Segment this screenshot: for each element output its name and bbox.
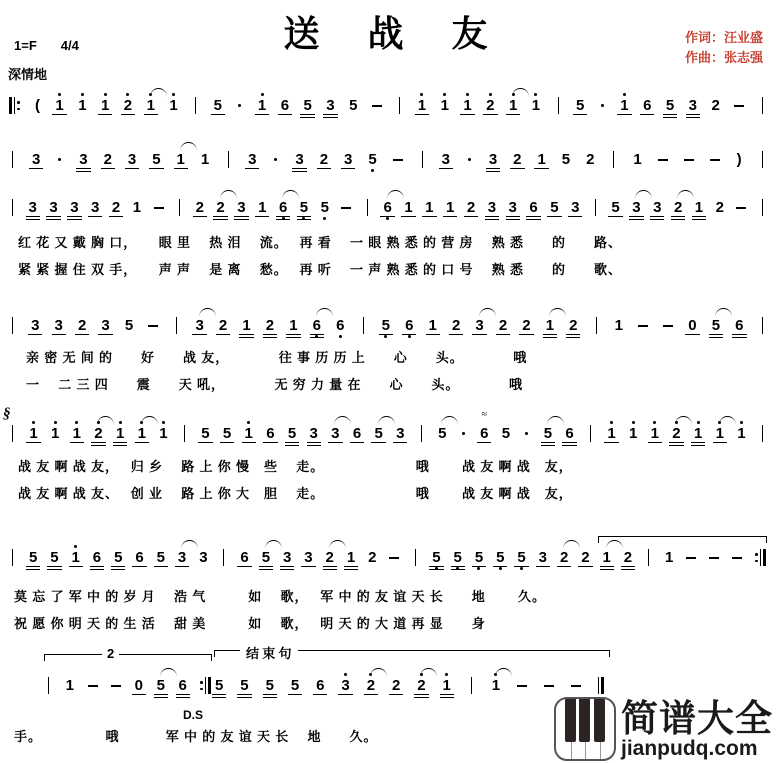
note-token: 3 (487, 199, 497, 216)
note-token: 3 (304, 549, 313, 566)
note-token: 5 (495, 544, 505, 571)
note-token: 3 (248, 151, 257, 168)
song-title: 送 战 友 (283, 14, 494, 54)
note-token: 2 (485, 92, 495, 119)
lyrics-ending-line: 手。 哦 军 中 的 友 谊 天 长 地 久。 (14, 729, 378, 744)
barline (609, 146, 618, 173)
note-token: 5 (156, 672, 166, 699)
note-token: 5 (265, 677, 274, 694)
lyrics-verse2-line1: 紧 紧 握 住 双 手， 声 声 是 离 愁。 再 听 一 声 熟 悉 的 口 号 熟 悉 的 歌、 (18, 262, 623, 277)
volta-2-label: 2 (102, 646, 119, 661)
barline (175, 194, 184, 221)
note-token: 1 (132, 199, 142, 216)
note-token: 3 (31, 151, 41, 168)
note-token: 3 (631, 194, 641, 221)
barline (758, 312, 767, 339)
note-token: 5 (367, 146, 377, 173)
note-token: 5 (50, 549, 59, 566)
watermark-site-url: jianpudq.com (621, 736, 758, 760)
note-token: 1 (694, 199, 704, 216)
augmentation-dot (55, 146, 64, 173)
note-token: 5 (156, 549, 165, 566)
note-token: 3 (127, 151, 137, 168)
dal-segno-marking: D.S (183, 708, 204, 722)
note-token: 5 (711, 312, 721, 339)
dash-token (110, 672, 122, 699)
note-token: 2 (711, 97, 720, 114)
note-token: 3 (199, 549, 208, 566)
note-token: 1 (602, 544, 612, 571)
barline (411, 544, 420, 571)
note-token: 1 (537, 151, 546, 168)
note-token: 1 (168, 92, 178, 119)
note-token: 1 (137, 420, 147, 447)
notation-line-3 (8, 194, 767, 221)
note-token: 2 (581, 549, 590, 566)
dash-token (570, 672, 582, 699)
note-token: 3 (571, 199, 580, 216)
note-token: 5 (124, 317, 134, 334)
note-token: 3 (330, 420, 340, 447)
note-token: 1 (417, 92, 427, 119)
barline (8, 146, 17, 173)
barline (359, 312, 368, 339)
dash-token (340, 194, 352, 221)
note-token: 5 (201, 425, 210, 442)
augmentation-dot (522, 420, 531, 447)
note-token: 6 (735, 317, 744, 334)
barline (180, 420, 189, 447)
note-token: 1 (200, 151, 210, 168)
barline (8, 312, 17, 339)
notation-line-1 (8, 92, 767, 119)
dash-token (731, 544, 743, 571)
note-token: 3 (396, 425, 405, 442)
notation-line-7-coda (214, 672, 606, 699)
dash-token (735, 194, 747, 221)
note-token: 6 (278, 194, 288, 221)
note-token: 6 (335, 312, 345, 339)
note-token: 5 (431, 544, 441, 571)
dash-token (708, 544, 720, 571)
note-token: 5 (611, 199, 620, 216)
note-token: 0 (688, 317, 697, 334)
lyrics-verse2-line2: 一 二 三 四 震 天 吼， 无 穷 力 量 在 心 头。 哦 (26, 377, 524, 392)
note-token: 1 (606, 420, 616, 447)
barline (8, 420, 17, 447)
note-token: 3 (49, 199, 58, 216)
note-token: 3 (91, 199, 100, 216)
note-token: 5 (453, 544, 463, 571)
note-token: 1 (614, 317, 623, 334)
notation-line-2 (8, 146, 767, 173)
note-token: 5 (665, 97, 675, 114)
time-signature: 4/4 (60, 38, 79, 53)
note-token: 3 (340, 672, 350, 699)
barline (758, 194, 767, 221)
note-token: 3 (194, 312, 204, 339)
barline (758, 146, 767, 173)
note-token: 2 (466, 199, 476, 216)
notation-line-5 (8, 409, 767, 447)
dash-token (516, 672, 528, 699)
note-token: 1 (289, 317, 298, 334)
note-token: 6 (352, 425, 362, 442)
note-token: 3 (28, 199, 37, 216)
note-token: 1 (545, 312, 555, 339)
barline (363, 194, 372, 221)
note-token: 1 (65, 677, 74, 694)
barline (219, 544, 228, 571)
note-token: 5 (28, 549, 38, 566)
note-token: 6 (178, 677, 187, 694)
note-token: 2 (325, 544, 335, 571)
augmentation-dot (598, 92, 607, 119)
note-token: 2 (368, 549, 377, 566)
note-token: 5 (516, 544, 526, 571)
barline (224, 146, 233, 173)
barline (191, 92, 200, 119)
note-token: 6 (266, 425, 275, 442)
dash-token (709, 146, 721, 173)
barline (554, 92, 563, 119)
note-token: 3 (508, 199, 517, 216)
note-token: 1 (428, 317, 437, 334)
note-token: 1 (619, 92, 629, 119)
dash-token (388, 544, 400, 571)
expression-marking: 深情地 (8, 67, 48, 82)
parenthesis: ) (736, 151, 742, 168)
lyricist-credit: 作词：汪业盛 (684, 30, 763, 45)
lyrics-verse2-line3: 战 友 啊 战 友、 创 业 路 上 你 大 胆 走。 哦 战 友 啊 战 友， (18, 486, 573, 501)
dash-token (392, 146, 404, 173)
note-token: 5 (261, 544, 271, 571)
note-token: 6 (312, 312, 322, 339)
note-token: 1 (715, 420, 725, 447)
dash-token (147, 312, 159, 339)
parenthesis: ( (34, 97, 40, 114)
piano-icon (554, 697, 616, 761)
note-token: 3 (309, 425, 318, 442)
note-token: 5 (320, 194, 330, 221)
segno-icon: § (3, 406, 11, 422)
note-token: 2 (93, 420, 103, 447)
note-token: 3 (54, 317, 63, 334)
note-token: 6 (135, 549, 144, 566)
barline (591, 194, 600, 221)
note-token: 3 (101, 317, 110, 334)
note-token: 5 (381, 312, 391, 339)
note-token: 1 (346, 549, 356, 566)
note-token: 5 (287, 425, 297, 442)
note-token: 2 (513, 151, 522, 168)
note-token: 3 (538, 549, 547, 566)
augmentation-dot (271, 146, 280, 173)
note-token: 3 (295, 151, 304, 168)
note-token: 5 (240, 677, 249, 694)
note-token: 2 (569, 317, 578, 334)
note-token: 1 (54, 92, 64, 119)
note-token: 1 (50, 420, 60, 447)
note-token: 1 (158, 420, 168, 447)
note-token: 3 (688, 97, 697, 114)
dash-token (733, 92, 745, 119)
note-token: 2 (215, 194, 225, 221)
note-token: 2 (715, 199, 724, 216)
barline (8, 194, 17, 221)
barline (758, 420, 767, 447)
note-token: 1 (28, 420, 38, 447)
note-token: 2 (366, 672, 376, 699)
note-token: 3 (70, 199, 79, 216)
barline (395, 92, 404, 119)
note-token: 2 (103, 151, 112, 168)
barline (586, 420, 595, 447)
note-token: 1 (491, 672, 501, 699)
note-token: 2 (671, 420, 681, 447)
note-token: 2 (498, 317, 508, 334)
note-token: 2 (77, 317, 87, 334)
note-token: 6 (565, 425, 574, 442)
lyrics-verse2-line4: 祝 愿 你 明 天 的 生 活 甜 美 如 歌， 明 天 的 大 道 再 显 身 (14, 616, 486, 631)
note-token: 5 (501, 425, 511, 442)
note-token: 1 (650, 420, 660, 447)
note-token: 5 (152, 151, 161, 168)
note-token: 1 (628, 420, 638, 447)
note-token: 5 (437, 420, 447, 447)
lyrics-verse1-line2: 亲 密 无 间 的 好 战 友， 往 事 历 历 上 心 头。 哦 (26, 350, 528, 365)
note-token: 5 (550, 199, 559, 216)
note-token: 5 (349, 97, 358, 114)
note-token: 1 (442, 672, 452, 699)
note-token: 1 (693, 420, 703, 447)
dash-token (371, 92, 383, 119)
note-token: 2 (451, 317, 461, 334)
note-token: 3 (326, 97, 335, 114)
notation-line-7-volta2 (44, 672, 212, 699)
lyrics-verse1-line1: 红 花 又 戴 胸 口， 眼 里 热 泪 流。 再 看 一 眼 熟 悉 的 营 房 熟 悉 的 路、 (18, 235, 623, 250)
barline (644, 544, 653, 571)
note-token: 5 (561, 151, 571, 168)
note-token: 5 (299, 194, 309, 221)
lyrics-verse1-line4: 莫 忘 了 军 中 的 岁 月 浩 气 如 歌， 军 中 的 友 谊 天 长 地 久。 (14, 589, 547, 604)
note-token: 5 (543, 420, 553, 447)
barline (44, 672, 53, 699)
repeat-barline (8, 92, 21, 119)
volta-1-bracket (598, 536, 767, 545)
watermark-text (621, 697, 773, 760)
note-token: 5 (576, 97, 585, 114)
note-token: 2 (559, 544, 569, 571)
note-token: 3 (441, 151, 450, 168)
augmentation-dot (235, 92, 244, 119)
note-token: 5 (215, 677, 224, 694)
note-token: 3 (653, 199, 662, 216)
note-token: 6 (382, 194, 392, 221)
note-token: 3 (237, 199, 246, 216)
note-token: 5 (114, 549, 123, 566)
watermark (554, 697, 773, 761)
note-token: 6 (316, 677, 325, 694)
note-token: 5 (290, 677, 300, 694)
composer-credit: 作曲：张志强 (684, 50, 763, 65)
note-token: 1 (462, 92, 472, 119)
note-token: 1 (531, 92, 541, 119)
note-token: 6 (529, 199, 538, 216)
dash-token (153, 194, 165, 221)
note-token: 1 (446, 199, 455, 216)
note-token: 6 (240, 549, 249, 566)
note-token: 1 (665, 549, 674, 566)
note-token: 2 (586, 151, 595, 168)
note-token: 1 (633, 151, 642, 168)
ending-phrase-bracket (214, 646, 610, 661)
note-token: 1 (176, 146, 186, 173)
note-token: 1 (72, 420, 82, 447)
note-token: 6 (92, 549, 102, 566)
note-token: 1 (71, 544, 81, 571)
note-token: 6 (643, 97, 652, 114)
note-token: 2 (416, 672, 426, 699)
note-token: 1 (257, 92, 267, 119)
note-token: 1 (508, 92, 518, 119)
augmentation-dot (465, 146, 474, 173)
dash-token (657, 146, 669, 173)
note-token: 2 (111, 199, 121, 216)
note-token: 1 (736, 420, 746, 447)
note-token: 6 (404, 312, 414, 339)
note-token: 2 (218, 317, 228, 334)
barline (172, 312, 181, 339)
note-token: 1 (425, 199, 434, 216)
note-token: 3 (344, 151, 353, 168)
note-token: 2 (391, 677, 401, 694)
watermark-site-name: 简谱大全 (621, 697, 773, 739)
note-token: 2 (673, 194, 683, 221)
key-time-signature (14, 38, 103, 53)
note-token: 2 (522, 317, 531, 334)
note-token: 1 (77, 92, 87, 119)
note-token: 2 (123, 92, 133, 119)
augmentation-dot (459, 420, 468, 447)
barline (417, 420, 426, 447)
note-token: 1 (244, 420, 254, 447)
dash-token (637, 312, 649, 339)
dash-token (543, 672, 555, 699)
key-signature: 1=F (14, 38, 37, 53)
dash-token (662, 312, 674, 339)
note-token: 6 (280, 97, 290, 114)
note-token: 3 (177, 544, 187, 571)
notation-line-6 (8, 544, 767, 571)
credits (685, 28, 763, 68)
note-token: 1 (404, 199, 413, 216)
repeat-barline (199, 672, 212, 699)
final-barline (597, 672, 606, 699)
barline (592, 312, 601, 339)
note-token: 1 (242, 317, 251, 334)
note-token: 3 (474, 312, 484, 339)
barline (467, 672, 476, 699)
note-token: 5 (373, 420, 383, 447)
dash-token (685, 544, 697, 571)
barline (8, 544, 17, 571)
repeat-barline (754, 544, 767, 571)
note-token: 1 (115, 420, 125, 447)
note-token: ≈ 6 (480, 409, 489, 442)
volta-2-bracket (44, 646, 212, 663)
note-token: 5 (303, 97, 312, 114)
note-token: 3 (282, 549, 292, 566)
notation-line-4 (8, 312, 767, 339)
note-token: 5 (213, 97, 222, 114)
note-token: 5 (222, 425, 232, 442)
note-token: 5 (474, 544, 484, 571)
note-token: 1 (100, 92, 110, 119)
lyrics-verse1-line3: 战 友 啊 战 友， 归 乡 路 上 你 慢 些 走。 哦 战 友 啊 战 友， (18, 459, 573, 474)
barline (418, 146, 427, 173)
note-token: 3 (488, 151, 498, 168)
note-token: 0 (134, 677, 143, 694)
note-token: 2 (265, 317, 275, 334)
note-token: 3 (79, 151, 88, 168)
note-token: 2 (319, 151, 329, 168)
dash-token (87, 672, 99, 699)
barline (758, 92, 767, 119)
ending-phrase-label: 结 束 句 (240, 643, 298, 662)
note-token: 2 (195, 199, 204, 216)
note-token: 2 (623, 549, 633, 566)
note-token: 1 (146, 92, 156, 119)
note-token: 1 (258, 199, 267, 216)
dash-token (683, 146, 695, 173)
note-token: 1 (440, 92, 450, 119)
note-token: 3 (31, 317, 40, 334)
